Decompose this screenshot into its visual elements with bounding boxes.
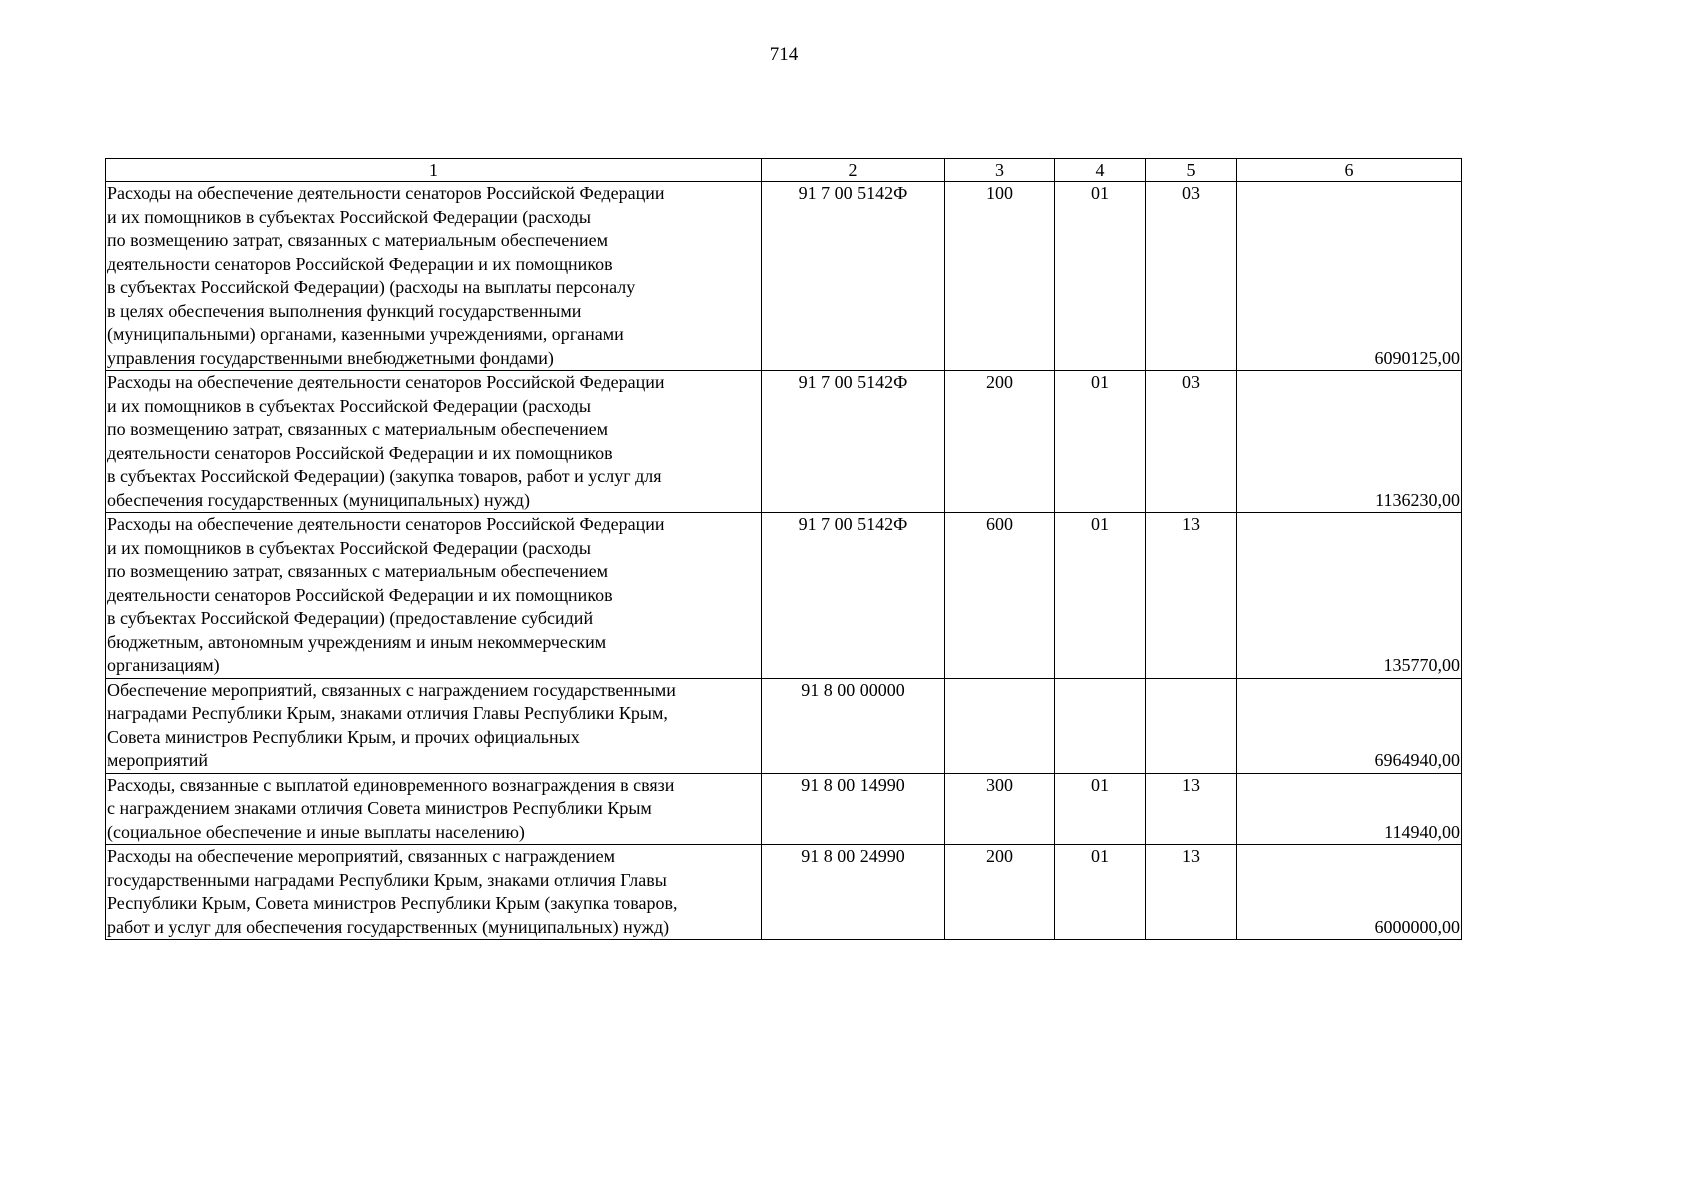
description-line: Расходы на обеспечение деятельности сенаторов Российской Федерации [107, 514, 665, 534]
description-line: Расходы на обеспечение деятельности сенаторов Российской Федерации [107, 183, 665, 203]
amount-cell: 1136230,00 [1237, 371, 1462, 513]
table-row [106, 371, 1462, 513]
description-line: Расходы на обеспечение мероприятий, связанных с награждением [107, 846, 615, 866]
description-cell [106, 845, 762, 940]
description-line: государственными наградами Республики Крым, знаками отличия Главы [107, 869, 667, 890]
description-cell [106, 678, 762, 773]
header-cell: 4 [1055, 159, 1146, 182]
description-line: (социальное обеспечение и иные выплаты населению) [107, 821, 525, 842]
description-line: по возмещению затрат, связанных с материальным обеспечением [107, 419, 608, 439]
program-code-cell: 91 7 00 5142Ф [762, 182, 945, 371]
subsection-cell: 13 [1146, 845, 1237, 940]
budget-table [105, 158, 1462, 940]
expense-type-cell: 100 [945, 182, 1055, 371]
amount-cell: 114940,00 [1237, 773, 1462, 845]
program-code-cell: 91 8 00 24990 [762, 845, 945, 940]
subsection-cell [1146, 678, 1237, 773]
table-row [106, 773, 1462, 845]
subsection-cell: 13 [1146, 513, 1237, 679]
program-code-cell: 91 7 00 5142Ф [762, 371, 945, 513]
description-cell [106, 513, 762, 679]
section-cell: 01 [1055, 371, 1146, 513]
description-line: и их помощников в субъектах Российской Федерации (расходы [107, 537, 592, 558]
table-row [106, 182, 1462, 371]
description-line: и их помощников в субъектах Российской Федерации (расходы [107, 206, 592, 227]
subsection-cell: 03 [1146, 371, 1237, 513]
expense-type-cell [945, 678, 1055, 773]
table-row [106, 845, 1462, 940]
description-line: мероприятий [107, 750, 209, 770]
description-line: организациям) [107, 655, 220, 675]
description-line: бюджетным, автономным учреждениям и иным некоммерческим [107, 631, 607, 652]
description-line: в целях обеспечения выполнения функций государственными [107, 300, 582, 321]
section-cell [1055, 678, 1146, 773]
description-line: деятельности сенаторов Российской Федерации и их помощников [107, 253, 613, 274]
description-line: Расходы на обеспечение деятельности сенаторов Российской Федерации [107, 372, 665, 392]
section-cell: 01 [1055, 182, 1146, 371]
description-line: по возмещению затрат, связанных с материальным обеспечением [107, 230, 608, 250]
header-cell: 6 [1237, 159, 1462, 182]
expense-type-cell: 200 [945, 845, 1055, 940]
description-cell [106, 773, 762, 845]
table-row [106, 678, 1462, 773]
program-code-cell: 91 8 00 14990 [762, 773, 945, 845]
description-line: по возмещению затрат, связанных с материальным обеспечением [107, 561, 608, 581]
description-line: (муниципальными) органами, казенными учреждениями, органами [107, 324, 624, 344]
header-cell: 5 [1146, 159, 1237, 182]
section-cell: 01 [1055, 845, 1146, 940]
description-line: в субъектах Российской Федерации) (закупка товаров, работ и услуг для [107, 466, 662, 486]
description-line: Обеспечение мероприятий, связанных с награждением государственными [107, 679, 676, 700]
description-cell [106, 371, 762, 513]
table-row [106, 513, 1462, 679]
amount-cell: 6090125,00 [1237, 182, 1462, 371]
subsection-cell: 13 [1146, 773, 1237, 845]
description-line: в субъектах Российской Федерации) (расходы на выплаты персоналу [107, 277, 636, 297]
description-line: деятельности сенаторов Российской Федерации и их помощников [107, 584, 613, 605]
section-cell: 01 [1055, 513, 1146, 679]
description-line: Республики Крым, Совета министров Республики Крым (закупка товаров, [107, 893, 678, 913]
description-cell [106, 182, 762, 371]
description-line: обеспечения государственных (муниципальных) нужд) [107, 489, 530, 510]
amount-cell: 135770,00 [1237, 513, 1462, 679]
page-number: 714 [769, 44, 799, 65]
table-header-row [106, 159, 1462, 182]
expense-type-cell: 200 [945, 371, 1055, 513]
amount-cell: 6964940,00 [1237, 678, 1462, 773]
program-code-cell: 91 8 00 00000 [762, 678, 945, 773]
header-cell: 2 [762, 159, 945, 182]
description-line: деятельности сенаторов Российской Федерации и их помощников [107, 442, 613, 463]
amount-cell: 6000000,00 [1237, 845, 1462, 940]
description-line: Совета министров Республики Крым, и прочих официальных [107, 726, 580, 747]
description-line: управления государственными внебюджетными фондами) [107, 347, 554, 368]
section-cell: 01 [1055, 773, 1146, 845]
expense-type-cell: 300 [945, 773, 1055, 845]
description-line: в субъектах Российской Федерации) (предоставление субсидий [107, 608, 594, 628]
description-line: и их помощников в субъектах Российской Федерации (расходы [107, 395, 592, 416]
header-cell: 3 [945, 159, 1055, 182]
header-cell: 1 [106, 159, 762, 182]
program-code-cell: 91 7 00 5142Ф [762, 513, 945, 679]
expense-type-cell: 600 [945, 513, 1055, 679]
description-line: с награждением знаками отличия Совета министров Республики Крым [107, 798, 652, 818]
description-line: работ и услуг для обеспечения государственных (муниципальных) нужд) [107, 916, 670, 937]
description-line: Расходы, связанные с выплатой единовременного вознаграждения в связи [107, 774, 675, 795]
description-line: наградами Республики Крым, знаками отличия Главы Республики Крым, [107, 703, 668, 723]
subsection-cell: 03 [1146, 182, 1237, 371]
